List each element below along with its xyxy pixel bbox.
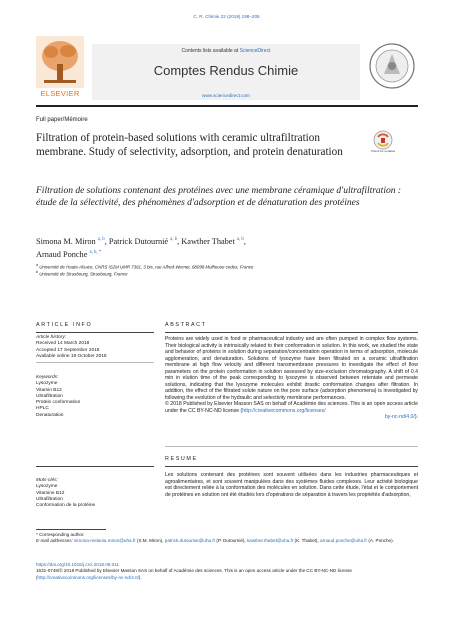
keyword: Protein conformation xyxy=(36,400,81,406)
motcle: Ultrafiltration xyxy=(36,496,63,502)
check-for-updates-badge[interactable] xyxy=(370,129,396,159)
abstract-heading: ABSTRACT xyxy=(165,322,207,328)
keywords-list xyxy=(36,375,154,419)
history-online: Available online 19 October 2018 xyxy=(36,353,107,359)
affiliation: $^a$ Université de Haute-Alsace, CNRS IS2M UMR 7361, 3 bis, rue Alfred-Werner, 68098 Mulhouse cedex, France xyxy=(36,263,254,270)
author-affiliation-mark[interactable]: a, b xyxy=(236,237,244,242)
license-link[interactable]: http://creativecommons.org/licenses/ xyxy=(242,407,326,414)
keyword: Ultrafiltration xyxy=(36,393,63,399)
motcle: Lysozyme xyxy=(36,484,58,490)
divider xyxy=(165,332,418,333)
author-name[interactable]: Kawther Thabet xyxy=(181,236,235,246)
motscles-label: Mots-clés: xyxy=(36,478,58,483)
header-rule xyxy=(36,105,418,107)
author-affiliation-mark[interactable]: a, b xyxy=(170,237,178,242)
motscles-list xyxy=(36,478,154,509)
article-type: Full paper/Mémoire xyxy=(36,117,88,123)
corresponding-author-note: * Corresponding author. xyxy=(36,532,85,537)
journal-url-link[interactable]: www.sciencedirect.com xyxy=(202,93,250,98)
footnote-rule xyxy=(36,529,106,530)
divider xyxy=(165,466,418,467)
sciencedirect-link[interactable]: ScienceDirect xyxy=(239,48,271,54)
elsevier-wordmark: ELSEVIER xyxy=(40,89,80,98)
keyword: Lysozyme xyxy=(36,381,58,387)
copyright-notice: © 2018 Published by Elsevier Masson SAS on behalf of Académie des sciences. This is an open access article under the CC BY-NC-ND license ( xyxy=(165,401,418,414)
history-label: Article history: xyxy=(36,335,67,340)
email-link[interactable]: arnaud.ponche@uha.fr xyxy=(320,538,368,544)
email-label: E-mail addresses: xyxy=(36,538,73,544)
journal-crest-image xyxy=(366,38,418,98)
elsevier-logo xyxy=(36,36,84,98)
journal-citation: C. R. Chimie 22 (2019) 198–205 xyxy=(193,14,260,19)
keyword: Vitamin B12 xyxy=(36,387,62,393)
author-list: Simona M. Miron $^{a, b}$, Patrick Dutournié $^{a, b}$, Kawther Thabet $^{a, b}$, Arnaud Ponche $^{a, b, *}$ xyxy=(36,236,246,260)
affiliation: $^b$ Université de Strasbourg, Strasbourg, France xyxy=(36,269,128,276)
resume-body: Les solutions contenant des protéines sont souvent utilisées dans les industries pharmaceutiques et agroalimentaires, et sont souvent manipulées dans des systèmes fluides complexes. Leur activité biologique est directement reliée à la conformation des molécules en solution. Dans cette étude, l'état et le comportement de protéines en solution ont été étudiés lors d'opérations de séparation à travers les propriétés d'adsorption, xyxy=(165,472,418,498)
journal-title: Comptes Rendus Chimie xyxy=(153,63,299,78)
resume-heading: RESUME xyxy=(165,456,198,462)
keywords-label: Keywords: xyxy=(36,375,59,380)
check-for-updates-label: Check for updates xyxy=(370,149,396,153)
article-info-heading: ARTICLE INFO xyxy=(36,322,93,328)
article-history xyxy=(36,335,154,360)
motcle: Conformation de la protéine xyxy=(36,503,96,509)
motcle: Vitamine B12 xyxy=(36,490,65,496)
keyword: Denaturation xyxy=(36,412,64,418)
check-for-updates-icon xyxy=(370,129,396,159)
contents-availability xyxy=(92,48,360,54)
author-affiliation-mark[interactable]: a, b, * xyxy=(89,250,102,256)
abstract-body: Proteins are widely used in food or pharmaceutical industry and are often pumped in complex flow systems. Their biological activity is intrinsically related to their conformation in solution. In this work, we studied the state and behavior of proteins in solution during separation/concentration operation in terms of adsorption, molecule agglomeration, and denaturation. Solutions of lysozyme have been filtrated on a ceramic ultrafiltration membrane at high flow velocity and different transmembrane pressures to investigate the effect of flow parameters on the protein conformation in solution assessed by size-exclusion chromatography. A shift of 0.4 min in elution time of the peak corresponding to lysozyme is observed between retentate and permeate solutions, indicating that the lysozyme molecules exhibit drastic conformation changes after filtration. In addition, the effect of the filtrated solute nature on the pore surface (adsorption phenomena) is investigated by following the evolution of the hydraulic and selectivity membrane performances. © 2018 Published by Elsevier Masson SAS on behalf of Académie des sciences. This is an open access article under the CC BY-NC-ND license (http://creativecommons.org/licenses/ by-nc-nd/4.0/). xyxy=(165,336,418,420)
history-received: Received 14 March 2018 xyxy=(36,341,90,347)
author-name[interactable]: Arnaud Ponche xyxy=(36,250,88,260)
license-link[interactable]: http://creativecommons.org/licenses/by-nc-nd/4.0/ xyxy=(37,574,139,580)
license-link[interactable]: by-nc-nd/4.0/ xyxy=(384,414,415,420)
email-link[interactable]: simona-melania.miron@uha.fr xyxy=(74,538,136,544)
email-link[interactable]: patrick.dutournie@uha.fr xyxy=(164,538,216,544)
history-accepted: Accepted 17 September 2018 xyxy=(36,347,100,353)
article-title-french: Filtration de solutions contenant des protéines avec une membrane céramique d'ultrafiltration : étude de la sélectivité, des phénomènes d'adsorption et de dénaturation des protéines xyxy=(36,186,401,209)
doi-link[interactable]: https://doi.org/10.1016/j.crci.2018.09.011 xyxy=(36,562,119,567)
divider xyxy=(36,466,154,467)
tree-logo-icon xyxy=(36,36,84,88)
footnotes: * Corresponding author. E-mail addresses: simona-melania.miron@uha.fr (S.M. Miron), patrick.dutournie@uha.fr (P. Dutournié), kawther.thabet@uha.fr (K. Thabet), arnaud.ponche@uha.fr (A. Ponche). xyxy=(36,532,394,544)
contents-prefix: Contents lists available at xyxy=(181,48,239,54)
doi-block: https://doi.org/10.1016/j.crci.2018.09.011 1631-0748/© 2018 Published by Elsevier Masson SAS on behalf of Académie des sciences. This is an open access article under the CC BY-NC-ND license (http://creativecommons.org/licenses/by-nc-nd/4.0/). xyxy=(36,562,352,580)
divider xyxy=(36,362,154,363)
email-link[interactable]: kawther.thabet@uha.fr xyxy=(246,538,294,544)
author-name[interactable]: Patrick Dutournié xyxy=(108,236,169,246)
keyword: HPLC xyxy=(36,406,49,412)
divider xyxy=(36,332,154,333)
author-name[interactable]: Simona M. Miron xyxy=(36,236,96,246)
issn-line: 1631-0748/© 2018 Published by Elsevier Masson SAS on behalf of Académie des sciences. This is an open access article under the CC BY-NC-ND license xyxy=(36,568,352,574)
article-title: Filtration of protein-based solutions with ceramic ultrafiltration membrane. Study of selectivity, adsorption, and protein denaturation xyxy=(36,132,343,158)
author-affiliation-mark[interactable]: a, b xyxy=(97,237,105,242)
divider xyxy=(165,446,418,447)
